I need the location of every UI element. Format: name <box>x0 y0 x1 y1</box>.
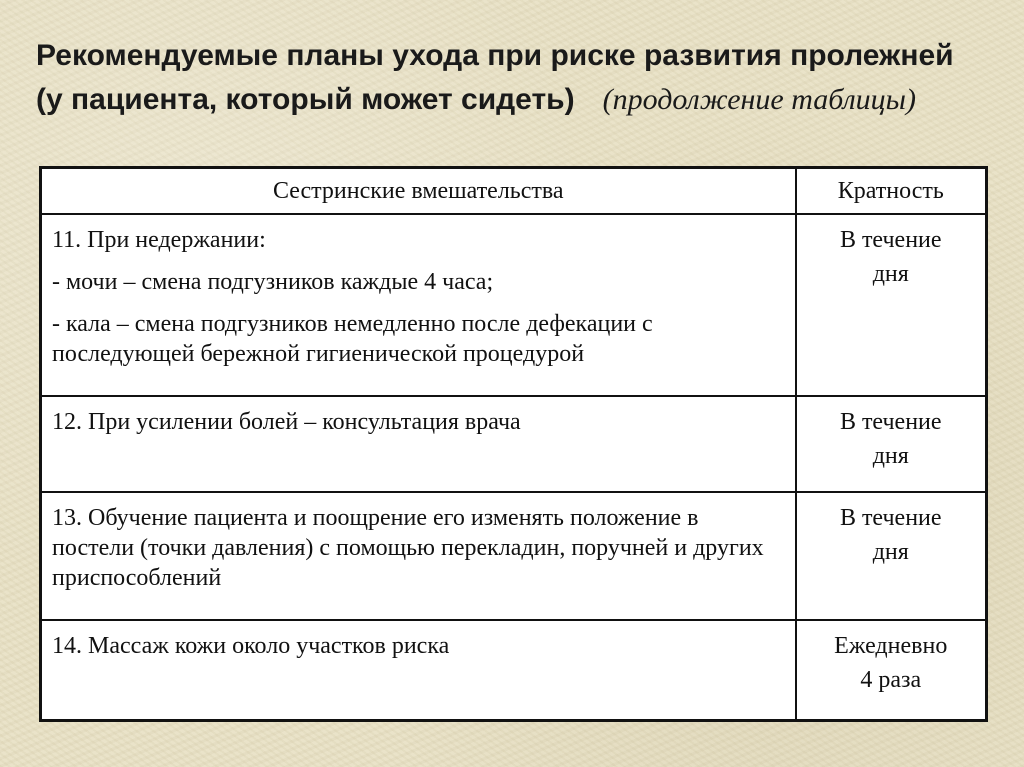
intervention-text: - мочи – смена подгузников каждые 4 часа; <box>52 269 494 295</box>
care-plan-table <box>39 166 988 722</box>
title-line-1: Рекомендуемые планы ухода при риске развития пролежней <box>36 39 954 72</box>
intervention-cell <box>41 396 796 492</box>
header-frequency: Кратность <box>796 168 987 215</box>
frequency-cell <box>796 492 987 620</box>
frequency-text: Ежедневно <box>834 633 948 659</box>
title-line-2: (у пациента, который может сидеть) <box>36 83 575 116</box>
intervention-text: 14. Массаж кожи около участков риска <box>52 633 450 659</box>
intervention-cell <box>41 620 796 721</box>
frequency-text: дня <box>872 443 909 469</box>
intervention-cell <box>41 492 796 620</box>
intervention-text: 13. Обучение пациента и поощрение его изменять положение в постели (точки давления) с помощью перекладин, поручней и других приспособлений <box>52 505 764 591</box>
intervention-text: 12. При усилении болей – консультация врача <box>52 409 521 435</box>
title-subtitle: (продолжение таблицы) <box>602 83 916 116</box>
table-row <box>41 214 987 396</box>
frequency-cell <box>796 620 987 721</box>
intervention-text: - кала – смена подгузников немедленно после дефекации с последующей бережной гигиенической процедурой <box>52 311 653 367</box>
header-interventions: Сестринские вмешательства <box>41 168 796 215</box>
frequency-text: 4 раза <box>860 667 922 693</box>
frequency-cell <box>796 214 987 396</box>
slide-title <box>36 34 996 122</box>
intervention-text: 11. При недержании: <box>52 227 266 253</box>
care-plan-table-container <box>39 166 985 722</box>
frequency-text: В течение <box>839 505 942 531</box>
table-row <box>41 620 987 721</box>
frequency-text: дня <box>872 539 909 565</box>
table-row <box>41 396 987 492</box>
frequency-text: дня <box>872 261 909 287</box>
table-row <box>41 492 987 620</box>
intervention-cell <box>41 214 796 396</box>
frequency-cell <box>796 396 987 492</box>
table-header-row <box>41 168 987 215</box>
frequency-text: В течение <box>839 227 942 253</box>
frequency-text: В течение <box>839 409 942 435</box>
